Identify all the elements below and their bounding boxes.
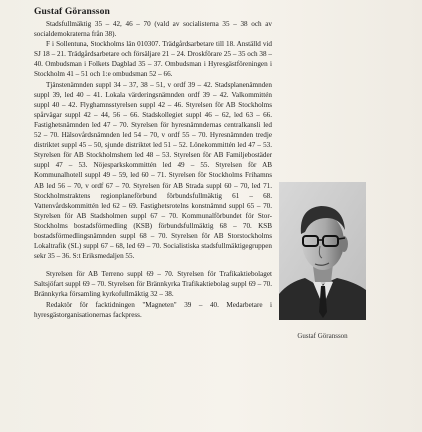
bio-paragraph-assignments: Tjänstenämnden suppl 34 – 37, 38 – 51, v ordf 39 – 42. Stadsplanenämnden suppl 39, led 40 – 41. Lokala värderingsnämnden ordf 39 – 42. Valkommittén suppl 40 – 42. Flyghamnsstyrelsen suppl 42 – 46. Styrelsen för AB Stockholms spårvägar suppl 42 – 44, 56 – 66. Stadskollegiet suppl 46 – 62, led 63 – 66. Fastighetsnämnden led 47 – 70. Styrelsen för hyresnämndernas centralkansli led 52 – 70. Hälsovårdsnämnden led 54 – 70, v ordf 55 – 70. Hyresnämnden tredje distriktet suppl 45 – 50, sjunde distriktet led 51 – 52. Lönekommittén led 47 – 53. Styrelsen för AB Stockholmshem led 48 – 53. Styrelsen för AB Familjebostäder suppl 47 – 53. Nöjesparkskommittén led 49 – 55. Styrelsen för AB Kommunalhotell suppl 49 – 59, led 60 – 71. Styrelsen för Stockholms Frihamns AB led 56 – 70, v ordf 67 – 70. Styrelsen för AB Strada suppl 60 – 70, led 71. Stockholmstraktens regionplaneförbund förbundsfullmäktig 61 – 68. Vattenvårdskommittén led 62 – 69. Fastighetsrotelns konstnämnd suppl 65 – 70. Styrelsen för AB Stadsholmen suppl 67 – 70. Kommunalförbundet för Stor-Stockholms bostadsförmedling (KSB) förbundsfullmäktig 68 – 70. KSB bostadsförmedlingsnämnden suppl 68 – 70. Styrelsen för AB Storstockholms Lokaltrafik (SL) suppl 67 – 68, led 69 – 70. Socialistiska stadsfullmäktigegruppen sekr 35 – 36. S:t Eriksmedaljen 55.	[34, 80, 272, 261]
bio-paragraph-boards: Styrelsen för AB Terreno suppl 69 – 70. Styrelsen för Trafikaktiebolaget Saltsjöfart suppl 69 – 70. Styrelsen för Brännkyrka Trafikaktiebolag suppl 69 – 70. Brännkyrka församling kyrkofullmäktig 32 – 38.	[34, 270, 272, 299]
portrait-photo	[279, 182, 366, 320]
bio-paragraph-council: Stadsfullmäktig 35 – 42, 46 – 70 (vald av socialisterna 35 – 38 och av socialdemokraterna från 38).	[34, 20, 272, 39]
bio-paragraph-editor: Redaktör för facktidningen "Magneten" 39 – 40. Medarbetare i hyresgästorganisationernas fackpress.	[34, 300, 272, 319]
paragraph-spacer	[34, 261, 272, 269]
bio-paragraph-career: F i Sollentuna, Stockholms län 010307. Trädgårdsarbetare till 18. Anställd vid SJ 18 – 21. Trädgårdsarbetare och försäljare 21 – 24. Droskförare 25 – 35 och 38 – 40. Ombudsman i Folkets Dagblad 35 – 37. Ombudsman i Hyresgästföreningen i Stockholm 41 – 51 och 1:e ombudsman 52 – 66.	[34, 40, 272, 79]
person-name-heading: Gustaf Göransson	[34, 6, 110, 17]
portrait-caption: Gustaf Göransson	[297, 332, 348, 340]
biography-column	[34, 6, 272, 320]
